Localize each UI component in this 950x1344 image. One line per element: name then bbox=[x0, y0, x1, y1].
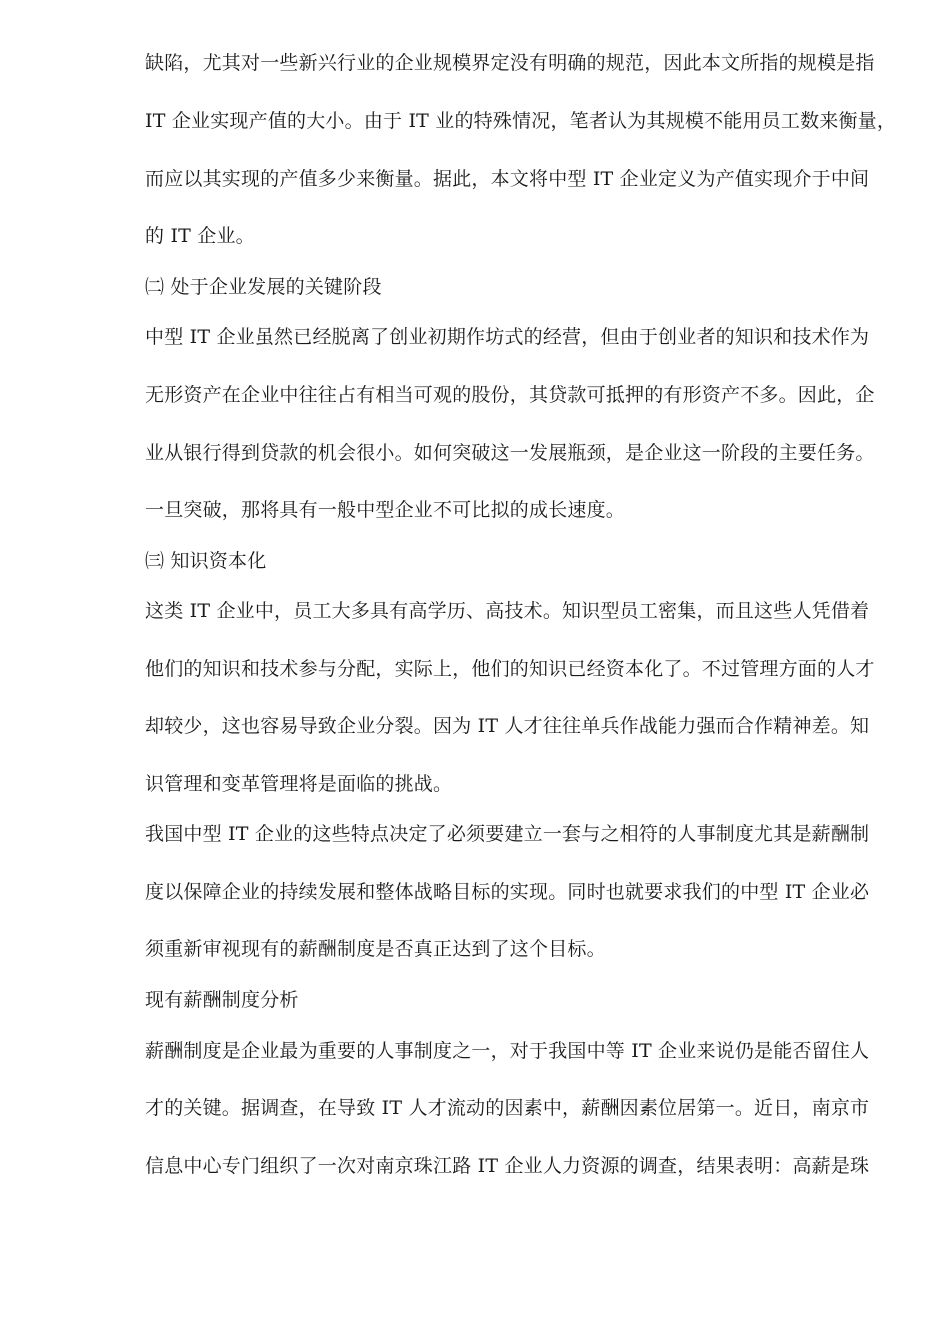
text-line: 缺陷，尤其对一些新兴行业的企业规模界定没有明确的规范，因此本文所指的规模是指 bbox=[145, 52, 875, 74]
section-heading: ㈡ 处于企业发展的关键阶段 bbox=[145, 276, 382, 298]
text-line: 中型 IT 企业虽然已经脱离了创业初期作坊式的经营，但由于创业者的知识和技术作为 bbox=[145, 326, 870, 348]
text-line: 须重新审视现有的薪酬制度是否真正达到了这个目标。 bbox=[145, 938, 606, 960]
text-line: 的 IT 企业。 bbox=[145, 225, 255, 247]
text-line: 我国中型 IT 企业的这些特点决定了必须要建立一套与之相符的人事制度尤其是薪酬制 bbox=[145, 823, 870, 845]
text-line: 业从银行得到贷款的机会很小。如何突破这一发展瓶颈，是企业这一阶段的主要任务。 bbox=[145, 442, 875, 464]
section-heading: 现有薪酬制度分析 bbox=[145, 989, 299, 1011]
text-line: IT 企业实现产值的大小。由于 IT 业的特殊情况，笔者认为其规模不能用员工数来衡量， bbox=[145, 110, 897, 132]
text-line: 度以保障企业的持续发展和整体战略目标的实现。同时也就要求我们的中型 IT 企业必 bbox=[145, 881, 870, 903]
text-line: 信息中心专门组织了一次对南京珠江路 IT 企业人力资源的调查，结果表明：高薪是珠 bbox=[145, 1155, 870, 1177]
text-line: 却较少，这也容易导致企业分裂。因为 IT 人才往往单兵作战能力强而合作精神差。知 bbox=[145, 715, 870, 737]
text-line: 识管理和变革管理将是面临的挑战。 bbox=[145, 773, 453, 795]
section-heading: ㈢ 知识资本化 bbox=[145, 550, 267, 572]
text-line: 才的关键。据调查，在导致 IT 人才流动的因素中，薪酬因素位居第一。近日，南京市 bbox=[145, 1097, 870, 1119]
text-line: 这类 IT 企业中，员工大多具有高学历、高技术。知识型员工密集，而且这些人凭借着 bbox=[145, 600, 870, 622]
text-line: 一旦突破，那将具有一般中型企业不可比拟的成长速度。 bbox=[145, 499, 626, 521]
text-line: 无形资产在企业中往往占有相当可观的股份，其贷款可抵押的有形资产不多。因此，企 bbox=[145, 384, 875, 406]
text-line: 他们的知识和技术参与分配，实际上，他们的知识已经资本化了。不过管理方面的人才 bbox=[145, 658, 875, 680]
text-line: 薪酬制度是企业最为重要的人事制度之一，对于我国中等 IT 企业来说仍是能否留住人 bbox=[145, 1040, 870, 1062]
text-line: 而应以其实现的产值多少来衡量。据此，本文将中型 IT 企业定义为产值实现介于中间 bbox=[145, 168, 870, 190]
